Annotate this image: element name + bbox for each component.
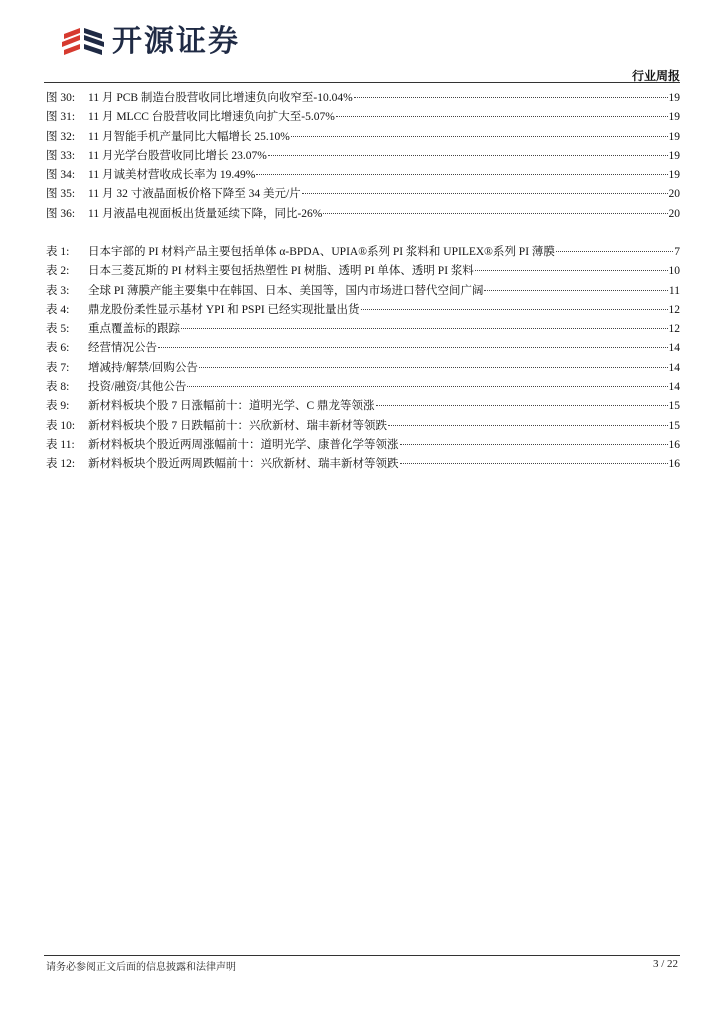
leader-dots (400, 463, 668, 464)
entry-title: 重点覆盖标的跟踪 (88, 323, 180, 336)
entry-label: 表 5: (46, 323, 70, 336)
leader-dots (302, 193, 668, 194)
entry-page: 19 (668, 111, 680, 124)
toc-entry[interactable] (46, 301, 680, 320)
document-type: 行业周报 (631, 69, 680, 83)
entry-title: 11 月 32 寸液晶面板价格下降至 34 美元/片 (88, 188, 301, 201)
entry-label: 图 32: (46, 130, 76, 143)
entry-page: 14 (668, 381, 680, 394)
entry-title: 11 月液晶电视面板出货量延续下降，同比-26% (88, 207, 323, 220)
entry-page: 14 (668, 361, 680, 374)
entry-title: 11 月智能手机产量同比大幅增长 25.10% (88, 130, 290, 143)
entry-label: 表 3: (46, 284, 70, 297)
entry-title: 新材料板块个股 7 日涨幅前十：道明光学、C 鼎龙等领涨 (88, 400, 375, 413)
entry-label: 图 30: (46, 92, 76, 104)
entry-page: 15 (668, 419, 680, 432)
leader-dots (323, 213, 667, 214)
toc-entry[interactable] (46, 147, 680, 166)
entry-title: 经营情况公告 (88, 342, 157, 355)
entry-label: 图 35: (46, 188, 76, 201)
entry-page: 16 (668, 458, 680, 471)
entry-page: 12 (668, 303, 680, 316)
entry-page: 20 (668, 188, 680, 201)
entry-page: 10 (668, 265, 680, 278)
toc-entry[interactable] (46, 166, 680, 185)
leader-dots (376, 405, 668, 406)
entry-page: 14 (668, 342, 680, 355)
entry-label: 图 33: (46, 149, 76, 162)
entry-label: 图 31: (46, 111, 76, 124)
entry-page: 19 (668, 169, 680, 182)
leader-dots (475, 270, 668, 271)
brand-mark-icon (58, 22, 108, 62)
header-divider (44, 82, 680, 83)
footer-disclaimer: 请务必参阅正文后面的信息披露和法律声明 (46, 962, 236, 973)
toc-entry[interactable] (46, 185, 680, 204)
entry-title: 投资/融资/其他公告 (88, 381, 187, 394)
toc-entry[interactable] (46, 108, 680, 127)
entry-label: 表 10: (46, 419, 76, 432)
entry-title: 11 月 MLCC 台股营收同比增速负向扩大至-5.07% (88, 111, 335, 124)
toc-entry[interactable] (46, 417, 680, 436)
entry-page: 20 (668, 207, 680, 220)
brand-logo (58, 22, 240, 62)
entry-label: 表 7: (46, 361, 70, 374)
entry-title: 全球 PI 薄膜产能主要集中在韩国、日本、美国等，国内市场进口替代空间广阔 (88, 284, 484, 297)
entry-page: 15 (668, 400, 680, 413)
entry-title: 11 月诚美材营收成长率为 19.49% (88, 169, 256, 182)
toc-entry[interactable] (46, 397, 680, 416)
toc-entry[interactable] (46, 320, 680, 339)
entry-label: 表 6: (46, 342, 70, 355)
table-list (46, 243, 680, 475)
toc-entry[interactable] (46, 359, 680, 378)
leader-dots (556, 251, 673, 252)
toc-entry[interactable] (46, 378, 680, 397)
toc-entry[interactable] (46, 205, 680, 224)
entry-title: 新材料板块个股近两周涨幅前十：道明光学、康普化学等领涨 (88, 438, 399, 451)
entry-label: 表 2: (46, 265, 70, 278)
entry-label: 图 36: (46, 207, 76, 220)
entry-title: 新材料板块个股 7 日跌幅前十：兴欣新材、瑞丰新材等领跌 (88, 419, 387, 432)
leader-dots (400, 444, 668, 445)
leader-dots (187, 386, 667, 387)
entry-label: 表 8: (46, 381, 70, 394)
entry-title: 日本三菱瓦斯的 PI 材料主要包括热塑性 PI 树脂、透明 PI 单体、透明 PI 浆料 (88, 265, 474, 278)
leader-dots (291, 136, 668, 137)
leader-dots (158, 347, 668, 348)
entry-title: 鼎龙股份柔性显示基材 YPI 和 PSPI 已经实现批量出货 (88, 303, 360, 316)
toc-entry[interactable] (46, 455, 680, 474)
brand-name: 开源证券 (112, 24, 240, 59)
toc-entry[interactable] (46, 89, 680, 108)
entry-page: 12 (668, 323, 680, 336)
leader-dots (256, 174, 667, 175)
leader-dots (484, 290, 667, 291)
leader-dots (336, 116, 668, 117)
entry-title: 11 月 PCB 制造台股营收同比增速负向收窄至-10.04% (88, 92, 353, 104)
toc-entry[interactable] (46, 262, 680, 281)
entry-page: 19 (668, 130, 680, 143)
leader-dots (361, 309, 668, 310)
page-number: 3 / 22 (652, 958, 678, 970)
entry-page: 19 (668, 149, 680, 162)
entry-label: 表 1: (46, 246, 70, 258)
entry-title: 增减持/解禁/回购公告 (88, 361, 198, 374)
toc-entry[interactable] (46, 436, 680, 455)
leader-dots (388, 425, 668, 426)
entry-title: 11 月光学台股营收同比增长 23.07% (88, 149, 267, 162)
leader-dots (181, 328, 668, 329)
entry-page: 7 (674, 246, 680, 258)
entry-label: 表 9: (46, 400, 70, 413)
footer-divider (44, 955, 680, 956)
entry-title: 日本宇部的 PI 材料产品主要包括单体 α-BPDA、UPIA®系列 PI 浆料和 UPILEX®系列 PI 薄膜 (88, 246, 555, 258)
toc-entry[interactable] (46, 128, 680, 147)
leader-dots (268, 155, 668, 156)
toc-entry[interactable] (46, 243, 680, 262)
toc-entry[interactable] (46, 282, 680, 301)
entry-label: 表 4: (46, 303, 70, 316)
entry-label: 表 11: (46, 438, 75, 451)
entry-page: 19 (668, 92, 680, 104)
figure-list (46, 89, 680, 224)
entry-page: 11 (668, 284, 680, 297)
entry-title: 新材料板块个股近两周跌幅前十：兴欣新材、瑞丰新材等领跌 (88, 458, 399, 471)
entry-label: 图 34: (46, 169, 76, 182)
leader-dots (199, 367, 668, 368)
entry-label: 表 12: (46, 458, 76, 471)
leader-dots (354, 97, 668, 98)
entry-page: 16 (668, 438, 680, 451)
toc-entry[interactable] (46, 339, 680, 358)
